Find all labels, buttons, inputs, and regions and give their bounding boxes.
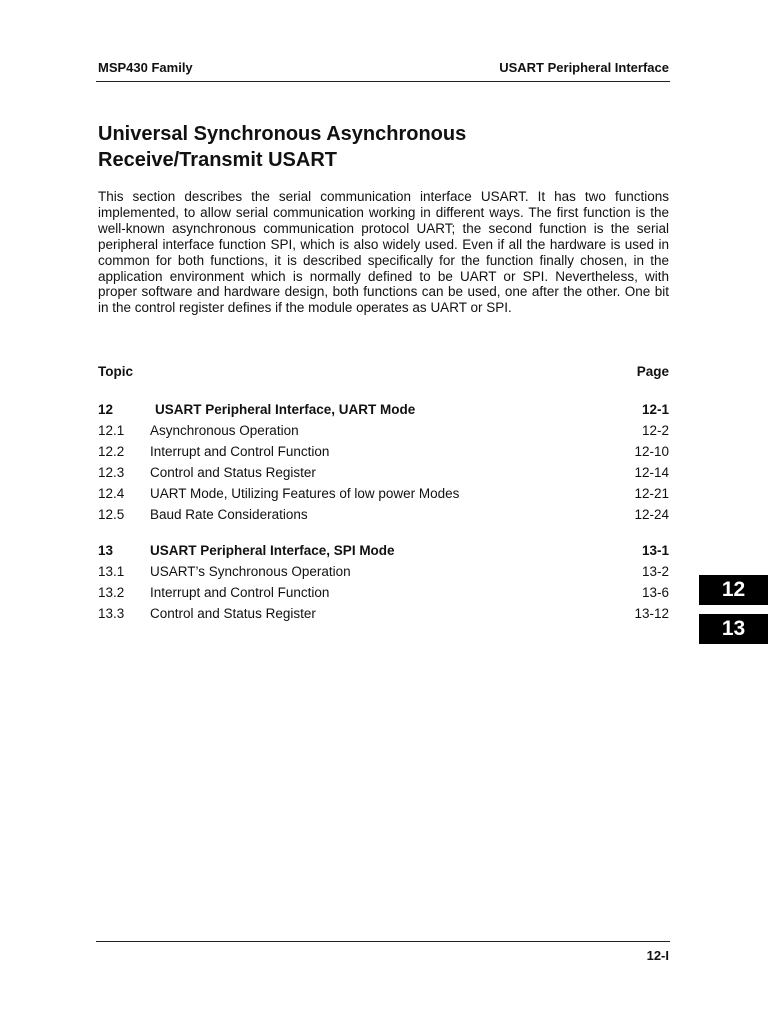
toc-item-page: 12-2 bbox=[641, 423, 669, 438]
toc-item-row[interactable] bbox=[98, 420, 669, 441]
toc-item-page: 12-10 bbox=[634, 444, 669, 459]
toc-chapter-row[interactable] bbox=[98, 399, 669, 420]
chapter-tab-13[interactable]: 13 bbox=[699, 614, 768, 644]
toc-chapter-page: 13-1 bbox=[641, 543, 669, 558]
toc-page-label: Page bbox=[636, 364, 669, 379]
toc-item-page: 12-21 bbox=[634, 486, 669, 501]
toc-chapter-number: 12 bbox=[98, 402, 114, 417]
toc-item-number: 13.2 bbox=[98, 585, 125, 600]
toc-item-number: 13.1 bbox=[98, 564, 125, 579]
running-header-left: MSP430 Family bbox=[98, 60, 193, 75]
toc-chapter-row[interactable] bbox=[98, 540, 669, 561]
toc-item-row[interactable] bbox=[98, 441, 669, 462]
page-number: 12-I bbox=[646, 948, 669, 963]
header-divider bbox=[96, 81, 670, 82]
intro-paragraph: This section describes the serial communication interface USART. It has two functions implemented, to allow serial communication working in different ways. The first function is the well-known asynchronous communication protocol UART; the second function is the serial peripheral interface function SPI, which is also widely used. Even if all the hardware is used in common for both functions, it is described specifically for the function finally chosen, in the application environment which is normally defined to be UART or SPI. Nevertheless, with proper software and hardware design, both functions can be used, one after the other. One bit in the control register defines if the module operates as UART or SPI. bbox=[98, 189, 669, 316]
toc-item-number: 12.4 bbox=[98, 486, 125, 501]
toc-item-title: UART Mode, Utilizing Features of low power Modes bbox=[150, 486, 460, 501]
toc-topic-label: Topic bbox=[98, 364, 133, 379]
toc-item-number: 12.2 bbox=[98, 444, 125, 459]
toc-item-number: 12.5 bbox=[98, 507, 125, 522]
chapter-tab-12[interactable]: 12 bbox=[699, 575, 768, 605]
toc-item-title: Interrupt and Control Function bbox=[150, 444, 330, 459]
toc-chapter-page: 12-1 bbox=[641, 402, 669, 417]
toc-item-row[interactable] bbox=[98, 603, 669, 624]
toc-chapter-title: USART Peripheral Interface, SPI Mode bbox=[150, 543, 395, 558]
running-header-right: USART Peripheral Interface bbox=[499, 60, 669, 75]
toc-group-chapter-13 bbox=[98, 540, 669, 624]
footer-divider bbox=[96, 941, 670, 942]
toc-item-title: Interrupt and Control Function bbox=[150, 585, 330, 600]
toc-item-page: 13-6 bbox=[641, 585, 669, 600]
toc-item-row[interactable] bbox=[98, 462, 669, 483]
toc-item-page: 13-12 bbox=[634, 606, 669, 621]
toc-item-title: USART’s Synchronous Operation bbox=[150, 564, 351, 579]
toc-item-title: Asynchronous Operation bbox=[150, 423, 299, 438]
toc-item-number: 12.3 bbox=[98, 465, 125, 480]
toc-item-row[interactable] bbox=[98, 582, 669, 603]
toc-item-row[interactable] bbox=[98, 483, 669, 504]
toc-header bbox=[98, 364, 669, 382]
toc-item-number: 13.3 bbox=[98, 606, 125, 621]
toc-item-title: Control and Status Register bbox=[150, 465, 316, 480]
toc-item-row[interactable] bbox=[98, 504, 669, 525]
page-title-line-1: Universal Synchronous Asynchronous bbox=[98, 123, 467, 145]
toc-chapter-number: 13 bbox=[98, 543, 114, 558]
toc-chapter-title: USART Peripheral Interface, UART Mode bbox=[155, 402, 416, 417]
page-title bbox=[98, 121, 658, 173]
toc-item-page: 12-14 bbox=[634, 465, 669, 480]
toc-item-row[interactable] bbox=[98, 561, 669, 582]
toc-item-page: 13-2 bbox=[641, 564, 669, 579]
toc-item-title: Baud Rate Considerations bbox=[150, 507, 308, 522]
toc-item-title: Control and Status Register bbox=[150, 606, 316, 621]
page-title-line-2: Receive/Transmit USART bbox=[98, 149, 337, 171]
toc-group-chapter-12 bbox=[98, 399, 669, 525]
toc-item-page: 12-24 bbox=[634, 507, 669, 522]
toc-item-number: 12.1 bbox=[98, 423, 125, 438]
